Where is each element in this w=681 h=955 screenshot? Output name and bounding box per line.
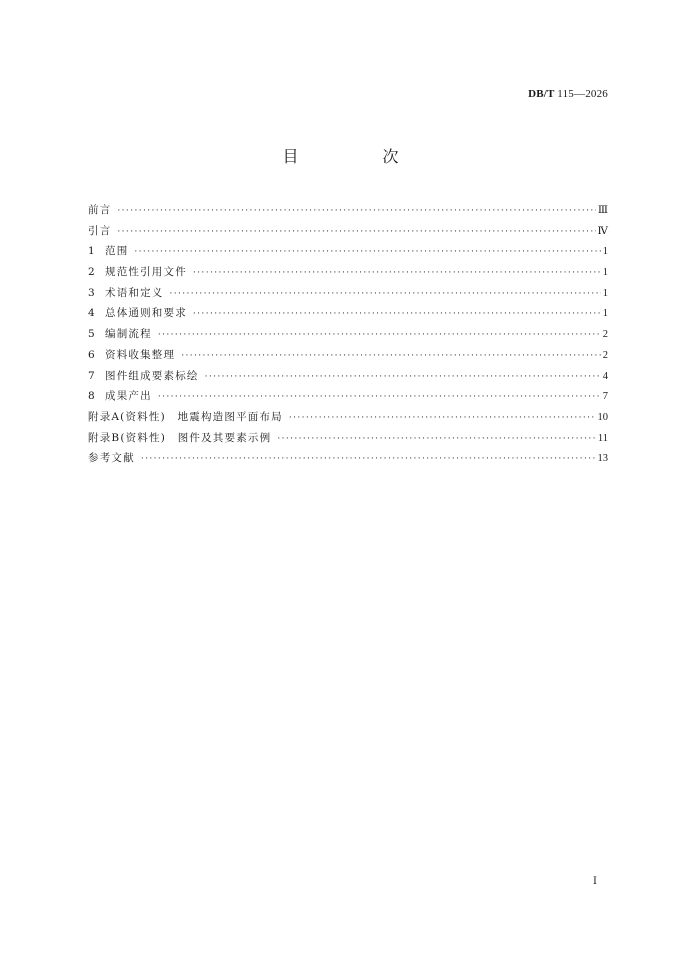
toc-entry-label: 4 总体通则和要求	[88, 303, 187, 324]
toc-entry-label: 参考文献	[88, 452, 135, 465]
toc-entry[interactable]	[88, 262, 608, 283]
toc-entry-label: 2 规范性引用文件	[88, 262, 187, 283]
toc-entry[interactable]	[88, 386, 608, 407]
toc-entry-page: 1	[602, 267, 608, 279]
toc-entry-page: 10	[597, 411, 608, 423]
document-code	[528, 88, 608, 100]
document-code-number: 115—2026	[557, 88, 608, 100]
toc-entry-page: 1	[602, 246, 608, 258]
toc-entry-number: 5	[88, 328, 95, 341]
toc-dot-leader	[117, 201, 595, 222]
toc-dot-leader	[170, 284, 601, 305]
toc-entry-page: 1	[602, 287, 608, 299]
toc-entry-page: 4	[602, 370, 608, 382]
toc-entry-number: 6	[88, 348, 95, 361]
toc-entry[interactable]	[88, 366, 608, 387]
toc-dot-leader	[181, 346, 601, 367]
toc-entry[interactable]	[88, 283, 608, 304]
toc-entry-label: 6 资料收集整理	[88, 345, 175, 366]
toc-entry-number: 1	[88, 245, 95, 258]
toc-entry-label: 前言	[88, 204, 112, 216]
toc-entry[interactable]	[88, 303, 608, 324]
toc-entry[interactable]	[88, 324, 608, 345]
toc-dot-leader	[158, 325, 601, 346]
toc-entry-label: 附录B(资料性) 图件及其要素示例	[88, 431, 272, 444]
toc-entry-page: 13	[597, 453, 608, 465]
toc-entry[interactable]	[88, 407, 608, 428]
page-number: Ⅰ	[593, 876, 597, 887]
toc-dot-leader	[141, 449, 596, 470]
toc-entry-number: 7	[88, 369, 95, 382]
toc-dot-leader	[117, 222, 595, 243]
toc-entry-label: 引言	[88, 224, 112, 237]
toc-entry-page: 1	[602, 308, 608, 320]
toc-entry[interactable]	[88, 428, 608, 449]
toc-entry[interactable]	[88, 200, 608, 221]
toc-entry-label: 5 编制流程	[88, 324, 152, 345]
toc-entry-number: 3	[88, 286, 95, 299]
toc-entry-page: Ⅳ	[597, 225, 608, 237]
table-of-contents	[88, 200, 608, 469]
toc-entry-page: Ⅲ	[597, 205, 608, 216]
toc-dot-leader	[289, 408, 596, 429]
toc-dot-leader	[193, 304, 601, 325]
toc-dot-leader	[134, 242, 600, 263]
page-title: 目 次	[282, 147, 433, 166]
toc-entry-page: 7	[602, 391, 608, 403]
toc-entry[interactable]	[88, 345, 608, 366]
toc-dot-leader	[205, 367, 601, 388]
toc-entry-number: 2	[88, 266, 95, 279]
toc-entry-page: 2	[602, 329, 608, 341]
toc-entry[interactable]	[88, 448, 608, 469]
toc-entry-label: 3 术语和定义	[88, 283, 164, 304]
toc-dot-leader	[193, 263, 601, 284]
toc-entry-page: 11	[597, 432, 608, 444]
toc-entry-number: 8	[88, 390, 95, 403]
toc-entry[interactable]	[88, 241, 608, 262]
toc-entry-label: 7 图件组成要素标绘	[88, 366, 199, 387]
toc-dot-leader	[277, 429, 596, 450]
toc-entry-label: 8 成果产出	[88, 386, 152, 407]
toc-entry-page: 2	[602, 349, 608, 361]
toc-entry[interactable]	[88, 221, 608, 242]
toc-dot-leader	[158, 387, 601, 408]
document-code-prefix: DB/T	[528, 88, 555, 100]
toc-entry-label: 附录A(资料性) 地震构造图平面布局	[88, 410, 283, 423]
toc-entry-label: 1 范围	[88, 241, 128, 262]
toc-entry-number: 4	[88, 307, 95, 320]
